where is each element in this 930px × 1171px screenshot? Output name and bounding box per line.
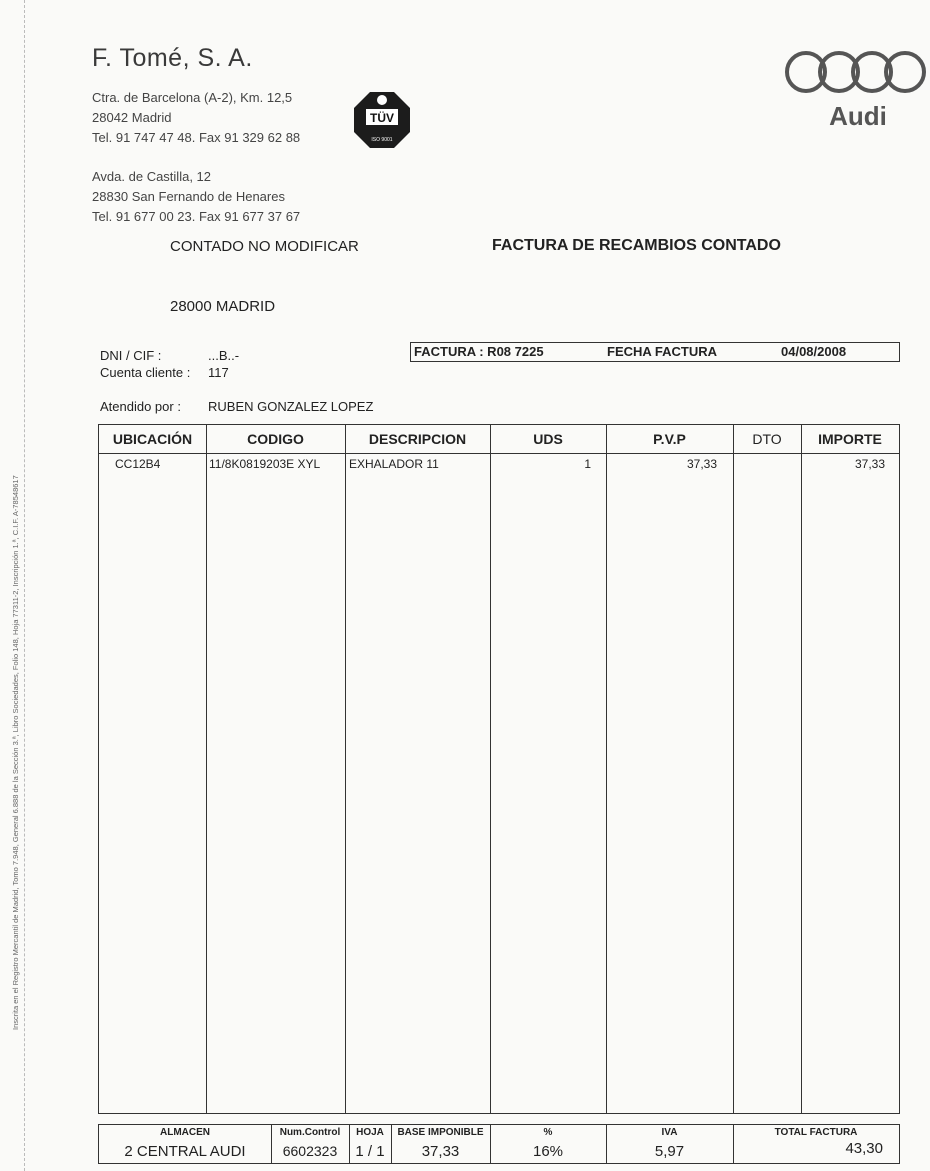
header-pvp: P.V.P <box>653 431 686 447</box>
tuv-text: TÜV <box>370 111 394 125</box>
address-block-2 <box>92 167 300 227</box>
invoice-date-value: 04/08/2008 <box>781 344 847 359</box>
footer-total: 43,30 <box>845 1140 883 1157</box>
address-block-1 <box>92 88 300 148</box>
header-codigo: CODIGO <box>247 431 304 447</box>
footer-header-hoja: HOJA <box>356 1127 384 1138</box>
address-line: Tel. 91 677 00 23. Fax 91 677 37 67 <box>92 209 301 224</box>
address-line: 28042 Madrid <box>92 110 172 125</box>
account-label: Cuenta cliente : <box>100 365 191 380</box>
cell-pvp: 37,33 <box>686 457 717 471</box>
column-divider <box>345 425 346 1113</box>
tuv-certification-logo <box>352 90 412 150</box>
items-table <box>98 424 900 1114</box>
footer-almacen: 2 CENTRAL AUDI <box>124 1143 246 1160</box>
address-line: Avda. de Castilla, 12 <box>92 169 211 184</box>
footer-header-percent: % <box>543 1127 553 1138</box>
invoice-date-label: FECHA FACTURA <box>607 344 718 359</box>
footer-hoja: 1 / 1 <box>355 1143 385 1160</box>
header-uds: UDS <box>533 431 563 447</box>
account-value: 117 <box>208 365 229 380</box>
footer-percent: 16% <box>532 1143 564 1160</box>
customer-city: 28000 MADRID <box>170 298 276 315</box>
registry-note: Inscrita en el Registro Mercantil de Madrid, Tomo 7.948, General 6.888 de la Sección 3.ª, Libro Sociedades, Folio 148, Hoja 77311-2, Inscripción 1.ª, C.I.F. A-78548617 <box>11 475 20 1030</box>
header-divider <box>99 453 899 454</box>
footer-header-total: TOTAL FACTURA <box>774 1127 858 1138</box>
column-divider <box>733 425 734 1113</box>
cell-importe: 37,33 <box>854 457 885 471</box>
dni-label: DNI / CIF : <box>100 348 162 363</box>
cell-ubicacion: CC12B4 <box>115 457 161 471</box>
totals-table <box>98 1124 900 1164</box>
invoice-title: FACTURA DE RECAMBIOS CONTADO <box>492 237 781 254</box>
footer-header-almacen: ALMACEN <box>160 1127 210 1138</box>
column-divider <box>490 425 491 1113</box>
cell-descripcion: EXHALADOR 11 <box>349 457 439 471</box>
dni-value: ...B..- <box>208 348 240 363</box>
invoice-number: FACTURA : R08 7225 <box>414 344 544 359</box>
company-name: F. Tomé, S. A. <box>92 44 253 72</box>
column-divider <box>206 425 207 1113</box>
header-descripcion: DESCRIPCION <box>368 431 467 447</box>
attended-label: Atendido por : <box>100 399 181 414</box>
footer-iva: 5,97 <box>654 1143 685 1160</box>
address-line: 28830 San Fernando de Henares <box>92 189 285 204</box>
column-divider <box>606 425 607 1113</box>
perforation-edge <box>24 0 25 1171</box>
address-line: Tel. 91 747 47 48. Fax 91 329 62 88 <box>92 130 301 145</box>
column-divider <box>801 425 802 1113</box>
footer-header-base: BASE IMPONIBLE <box>397 1127 484 1138</box>
header-ubicacion: UBICACIÓN <box>112 431 193 447</box>
cell-uds: 1 <box>584 457 591 471</box>
header-importe: IMPORTE <box>818 431 882 447</box>
header-dto: DTO <box>752 431 782 447</box>
audi-wordmark: Audi <box>829 101 887 130</box>
customer-name: CONTADO NO MODIFICAR <box>170 238 359 255</box>
audi-logo <box>784 46 928 130</box>
address-line: Ctra. de Barcelona (A-2), Km. 12,5 <box>92 90 293 105</box>
footer-header-iva: IVA <box>661 1127 678 1138</box>
iso-text: ISO 9001 <box>371 137 393 143</box>
footer-base: 37,33 <box>421 1143 460 1160</box>
footer-header-numcontrol: Num.Control <box>279 1127 341 1138</box>
attended-value: RUBEN GONZALEZ LOPEZ <box>208 399 374 414</box>
invoice-info-box <box>410 342 900 362</box>
cell-codigo: 11/8K0819203E XYL <box>209 457 321 471</box>
footer-numcontrol: 6602323 <box>282 1143 338 1159</box>
